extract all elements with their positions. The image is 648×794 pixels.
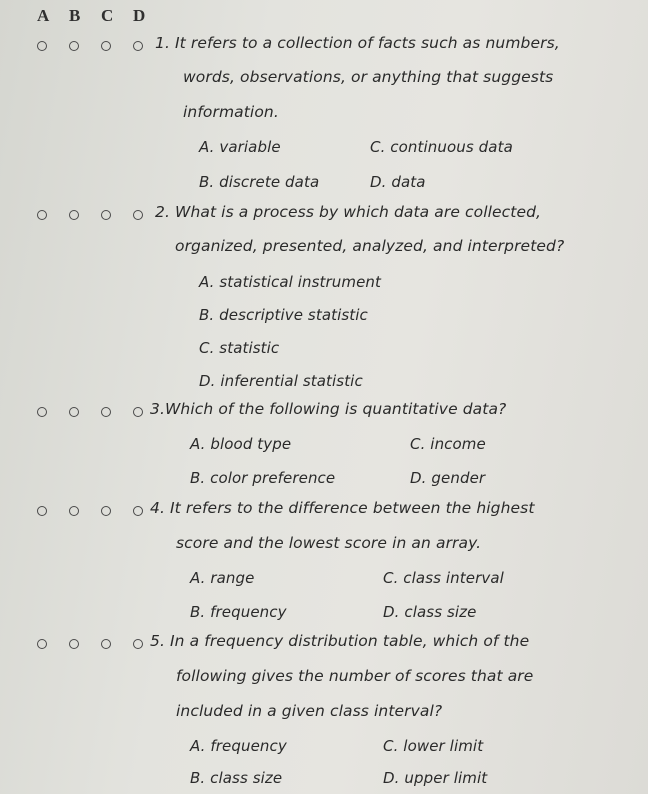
q1-option-b: B. discrete data xyxy=(199,173,320,191)
bubble-q4-d[interactable] xyxy=(133,506,143,516)
q4-option-b: B. frequency xyxy=(190,603,287,621)
question-4-line-1: 4. It refers to the difference between the highest xyxy=(150,499,535,517)
bubble-q1-d[interactable] xyxy=(133,41,143,51)
q4-option-c: C. class interval xyxy=(383,569,504,587)
q5-option-c: C. lower limit xyxy=(383,737,484,755)
question-2-line-1: 2. What is a process by which data are collected, xyxy=(155,203,542,221)
q3-option-c: C. income xyxy=(410,435,486,453)
q3-option-b: B. color preference xyxy=(190,469,336,487)
q1-option-d: D. data xyxy=(370,173,426,191)
question-1-line-1: 1. It refers to a collection of facts such as numbers, xyxy=(155,34,560,52)
q2-option-a: A. statistical instrument xyxy=(199,273,382,291)
bubble-q2-c[interactable] xyxy=(101,210,111,220)
bubble-q5-c[interactable] xyxy=(101,639,111,649)
question-5-line-3: included in a given class interval? xyxy=(176,702,443,720)
question-4-line-2: score and the lowest score in an array. xyxy=(176,534,482,552)
q4-option-a: A. range xyxy=(190,569,255,587)
q5-option-b: B. class size xyxy=(190,769,283,787)
header-b: B xyxy=(69,6,81,25)
bubble-q1-a[interactable] xyxy=(37,41,47,51)
question-5-line-2: following gives the number of scores that are xyxy=(176,667,534,685)
question-2-line-2: organized, presented, analyzed, and interpreted? xyxy=(175,237,565,255)
q1-option-c: C. continuous data xyxy=(370,138,513,156)
bubble-q2-a[interactable] xyxy=(37,210,47,220)
bubble-q2-b[interactable] xyxy=(69,210,79,220)
q2-option-d: D. inferential statistic xyxy=(199,372,363,390)
q1-option-a: A. variable xyxy=(199,138,281,156)
bubble-q5-d[interactable] xyxy=(133,639,143,649)
bubble-q4-b[interactable] xyxy=(69,506,79,516)
bubble-q3-a[interactable] xyxy=(37,407,47,417)
question-5-line-1: 5. In a frequency distribution table, which of the xyxy=(150,632,530,650)
bubble-q4-c[interactable] xyxy=(101,506,111,516)
header-a: A xyxy=(37,6,50,25)
bubble-q4-a[interactable] xyxy=(37,506,47,516)
bubble-q5-a[interactable] xyxy=(37,639,47,649)
bubble-q1-c[interactable] xyxy=(101,41,111,51)
question-1-line-2: words, observations, or anything that suggests xyxy=(183,68,554,86)
bubble-q1-b[interactable] xyxy=(69,41,79,51)
header-c: C xyxy=(101,6,114,25)
q2-option-c: C. statistic xyxy=(199,339,280,357)
q5-option-d: D. upper limit xyxy=(383,769,488,787)
q3-option-d: D. gender xyxy=(410,469,486,487)
q2-option-b: B. descriptive statistic xyxy=(199,306,368,324)
q5-option-a: A. frequency xyxy=(190,737,287,755)
bubble-q3-c[interactable] xyxy=(101,407,111,417)
bubble-q3-d[interactable] xyxy=(133,407,143,417)
bubble-q2-d[interactable] xyxy=(133,210,143,220)
bubble-q3-b[interactable] xyxy=(69,407,79,417)
header-d: D xyxy=(133,6,146,25)
q3-option-a: A. blood type xyxy=(190,435,292,453)
q4-option-d: D. class size xyxy=(383,603,477,621)
question-1-line-3: information. xyxy=(183,103,279,121)
question-3-line-1: 3.Which of the following is quantitative data? xyxy=(150,400,507,418)
bubble-q5-b[interactable] xyxy=(69,639,79,649)
